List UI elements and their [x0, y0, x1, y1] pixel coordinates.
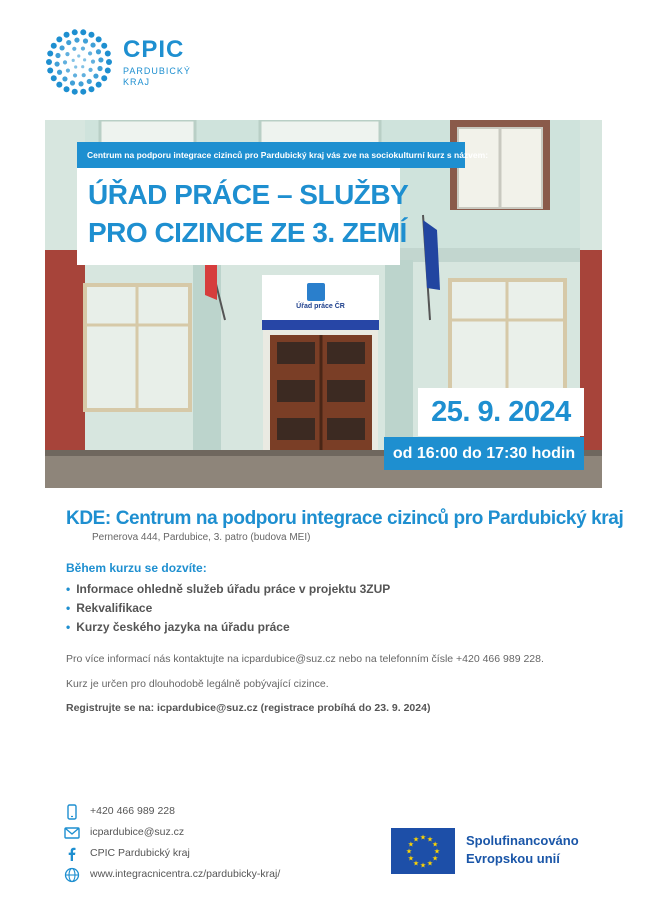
logo-dot: [82, 73, 86, 77]
eu-star-icon: ★: [426, 859, 434, 868]
audience-text: Kurz je určen pro dlouhodobě legálně pobývající cizince.: [66, 678, 329, 690]
logo-dot: [70, 80, 75, 85]
contact-phone-text: +420 466 989 228: [90, 805, 175, 817]
location-address: Pernerova 444, Pardubice, 3. patro (budova MEI): [92, 532, 311, 543]
logo-dot: [81, 46, 85, 50]
bullet-icon: •: [66, 601, 71, 615]
logo-dot: [54, 61, 59, 66]
logo-dot: [106, 59, 112, 65]
eu-cofunded-logo: [391, 828, 601, 874]
logo-dot: [63, 60, 67, 64]
logo-dot: [80, 89, 86, 95]
list-item-text: Informace ohledně služeb úřadu práce v projektu 3ZUP: [76, 582, 391, 596]
course-title-line2: PRO CIZINCE ZE 3. ZEMÍ: [88, 217, 407, 248]
contact-phone[interactable]: [64, 803, 324, 824]
logo-dot: [57, 70, 62, 75]
eu-cofunded-text: [466, 832, 579, 868]
logo-dot: [73, 73, 77, 77]
logo-dot: [81, 65, 84, 68]
list-item: [66, 599, 390, 618]
logo-dot: [72, 59, 75, 62]
logo-dot: [66, 68, 70, 72]
logo-dot: [96, 82, 102, 88]
logo-dot: [56, 82, 62, 88]
logo-subtitle-line2: KRAJ: [123, 77, 151, 87]
logo-title: CPIC: [123, 36, 185, 63]
logo-dot: [51, 43, 57, 49]
bullet-icon: •: [66, 582, 71, 596]
logo-dot: [93, 73, 98, 78]
list-item: [66, 618, 390, 637]
cpic-dots-logo-icon: [45, 28, 113, 96]
logo-dot: [77, 54, 80, 57]
eu-star-icon: ★: [407, 854, 415, 863]
event-date: 25. 9. 2024: [418, 388, 584, 436]
invite-banner: Centrum na podporu integrace cizinců pro Pardubický kraj vás zve na sociokulturní kurz s názvem:: [77, 142, 465, 168]
eu-text-line1: Spolufinancováno: [466, 833, 579, 848]
contact-website[interactable]: [64, 866, 324, 887]
event-time: od 16:00 do 17:30 hodin: [384, 437, 584, 470]
logo-dot: [55, 53, 60, 58]
logo-dot: [88, 68, 92, 72]
logo-dot: [83, 38, 88, 43]
logo-dot: [88, 51, 92, 55]
logo-dot: [51, 75, 57, 81]
logo-subtitle-line1: PARDUBICKÝ: [123, 66, 191, 76]
logo-dot: [88, 86, 94, 92]
logo-dot: [80, 29, 86, 35]
logo-dot: [98, 57, 103, 62]
logo-dot: [101, 75, 107, 81]
eu-star-icon: ★: [407, 840, 415, 849]
list-item-text: Rekvalifikace: [76, 601, 153, 615]
logo-dot: [96, 49, 101, 54]
contact-email[interactable]: [64, 824, 324, 845]
contact-facebook[interactable]: [64, 845, 324, 866]
eu-star-icon: ★: [405, 847, 413, 856]
bullet-icon: •: [66, 620, 71, 634]
globe-icon: [64, 867, 80, 883]
logo-dot: [72, 47, 76, 51]
registration-text: Registrujte se na: icpardubice@suz.cz (registrace probíhá do 23. 9. 2024): [66, 702, 431, 714]
logo-dot: [105, 51, 111, 57]
eu-flag-icon: [391, 828, 455, 874]
logo-dot: [64, 86, 70, 92]
mail-icon: [64, 825, 80, 841]
cpic-logo: [45, 28, 205, 98]
eu-star-icon: ★: [419, 833, 427, 842]
contact-facebook-text: CPIC Pardubický kraj: [90, 847, 190, 859]
eu-star-icon: ★: [431, 854, 439, 863]
logo-dot: [47, 67, 53, 73]
logo-dot: [88, 32, 94, 38]
logo-dot: [56, 36, 62, 42]
list-item: [66, 580, 390, 599]
contact-email-text: icpardubice@suz.cz: [90, 826, 185, 838]
eu-star-icon: ★: [431, 840, 439, 849]
eu-star-icon: ★: [412, 835, 420, 844]
location-heading: KDE: Centrum na podporu integrace cizinců pro Pardubický kraj: [66, 508, 624, 529]
logo-dot: [96, 36, 102, 42]
contact-list: [64, 803, 324, 887]
logo-dot: [91, 60, 95, 64]
list-item-text: Kurzy českého jazyka na úřadu práce: [76, 620, 290, 634]
logo-dot: [105, 67, 111, 73]
logo-dot: [97, 66, 102, 71]
logo-dot: [74, 37, 79, 42]
contact-website-text: www.integracnicentra.cz/pardubicky-kraj/: [90, 868, 281, 880]
eu-star-icon: ★: [433, 847, 441, 856]
door-sign-text: Úřad práce ČR: [296, 303, 345, 310]
phone-icon: [64, 804, 80, 820]
logo-dot: [83, 58, 86, 61]
logo-dot: [74, 65, 77, 68]
logo-dot: [66, 40, 71, 45]
logo-dot: [47, 51, 53, 57]
logo-dot: [78, 81, 83, 86]
logo-dot: [101, 43, 107, 49]
eu-star-icon: ★: [426, 835, 434, 844]
logo-subtitle: [123, 66, 191, 88]
logo-dot: [72, 89, 78, 95]
eu-star-icon: ★: [412, 859, 420, 868]
eu-stars-icon: [391, 828, 455, 874]
eu-star-icon: ★: [419, 861, 427, 870]
logo-dot: [87, 79, 92, 84]
logo-dot: [62, 76, 67, 81]
course-title-line1: ÚŘAD PRÁCE – SLUŽBY: [88, 179, 409, 210]
facebook-icon: [64, 846, 80, 862]
logo-dot: [64, 32, 70, 38]
course-topics-list: [66, 580, 390, 637]
logo-dot: [72, 29, 78, 35]
logo-dot: [90, 42, 95, 47]
eu-text-line2: Evropskou unií: [466, 851, 560, 866]
logo-dot: [65, 52, 69, 56]
course-topics-heading: Během kurzu se dozvíte:: [66, 561, 207, 575]
contact-info-text: Pro více informací nás kontaktujte na icpardubice@suz.cz nebo na telefonním čísle +420 466 989 228.: [66, 653, 544, 665]
logo-dot: [59, 45, 64, 50]
logo-dot: [46, 59, 52, 65]
course-title-box: [77, 168, 409, 265]
